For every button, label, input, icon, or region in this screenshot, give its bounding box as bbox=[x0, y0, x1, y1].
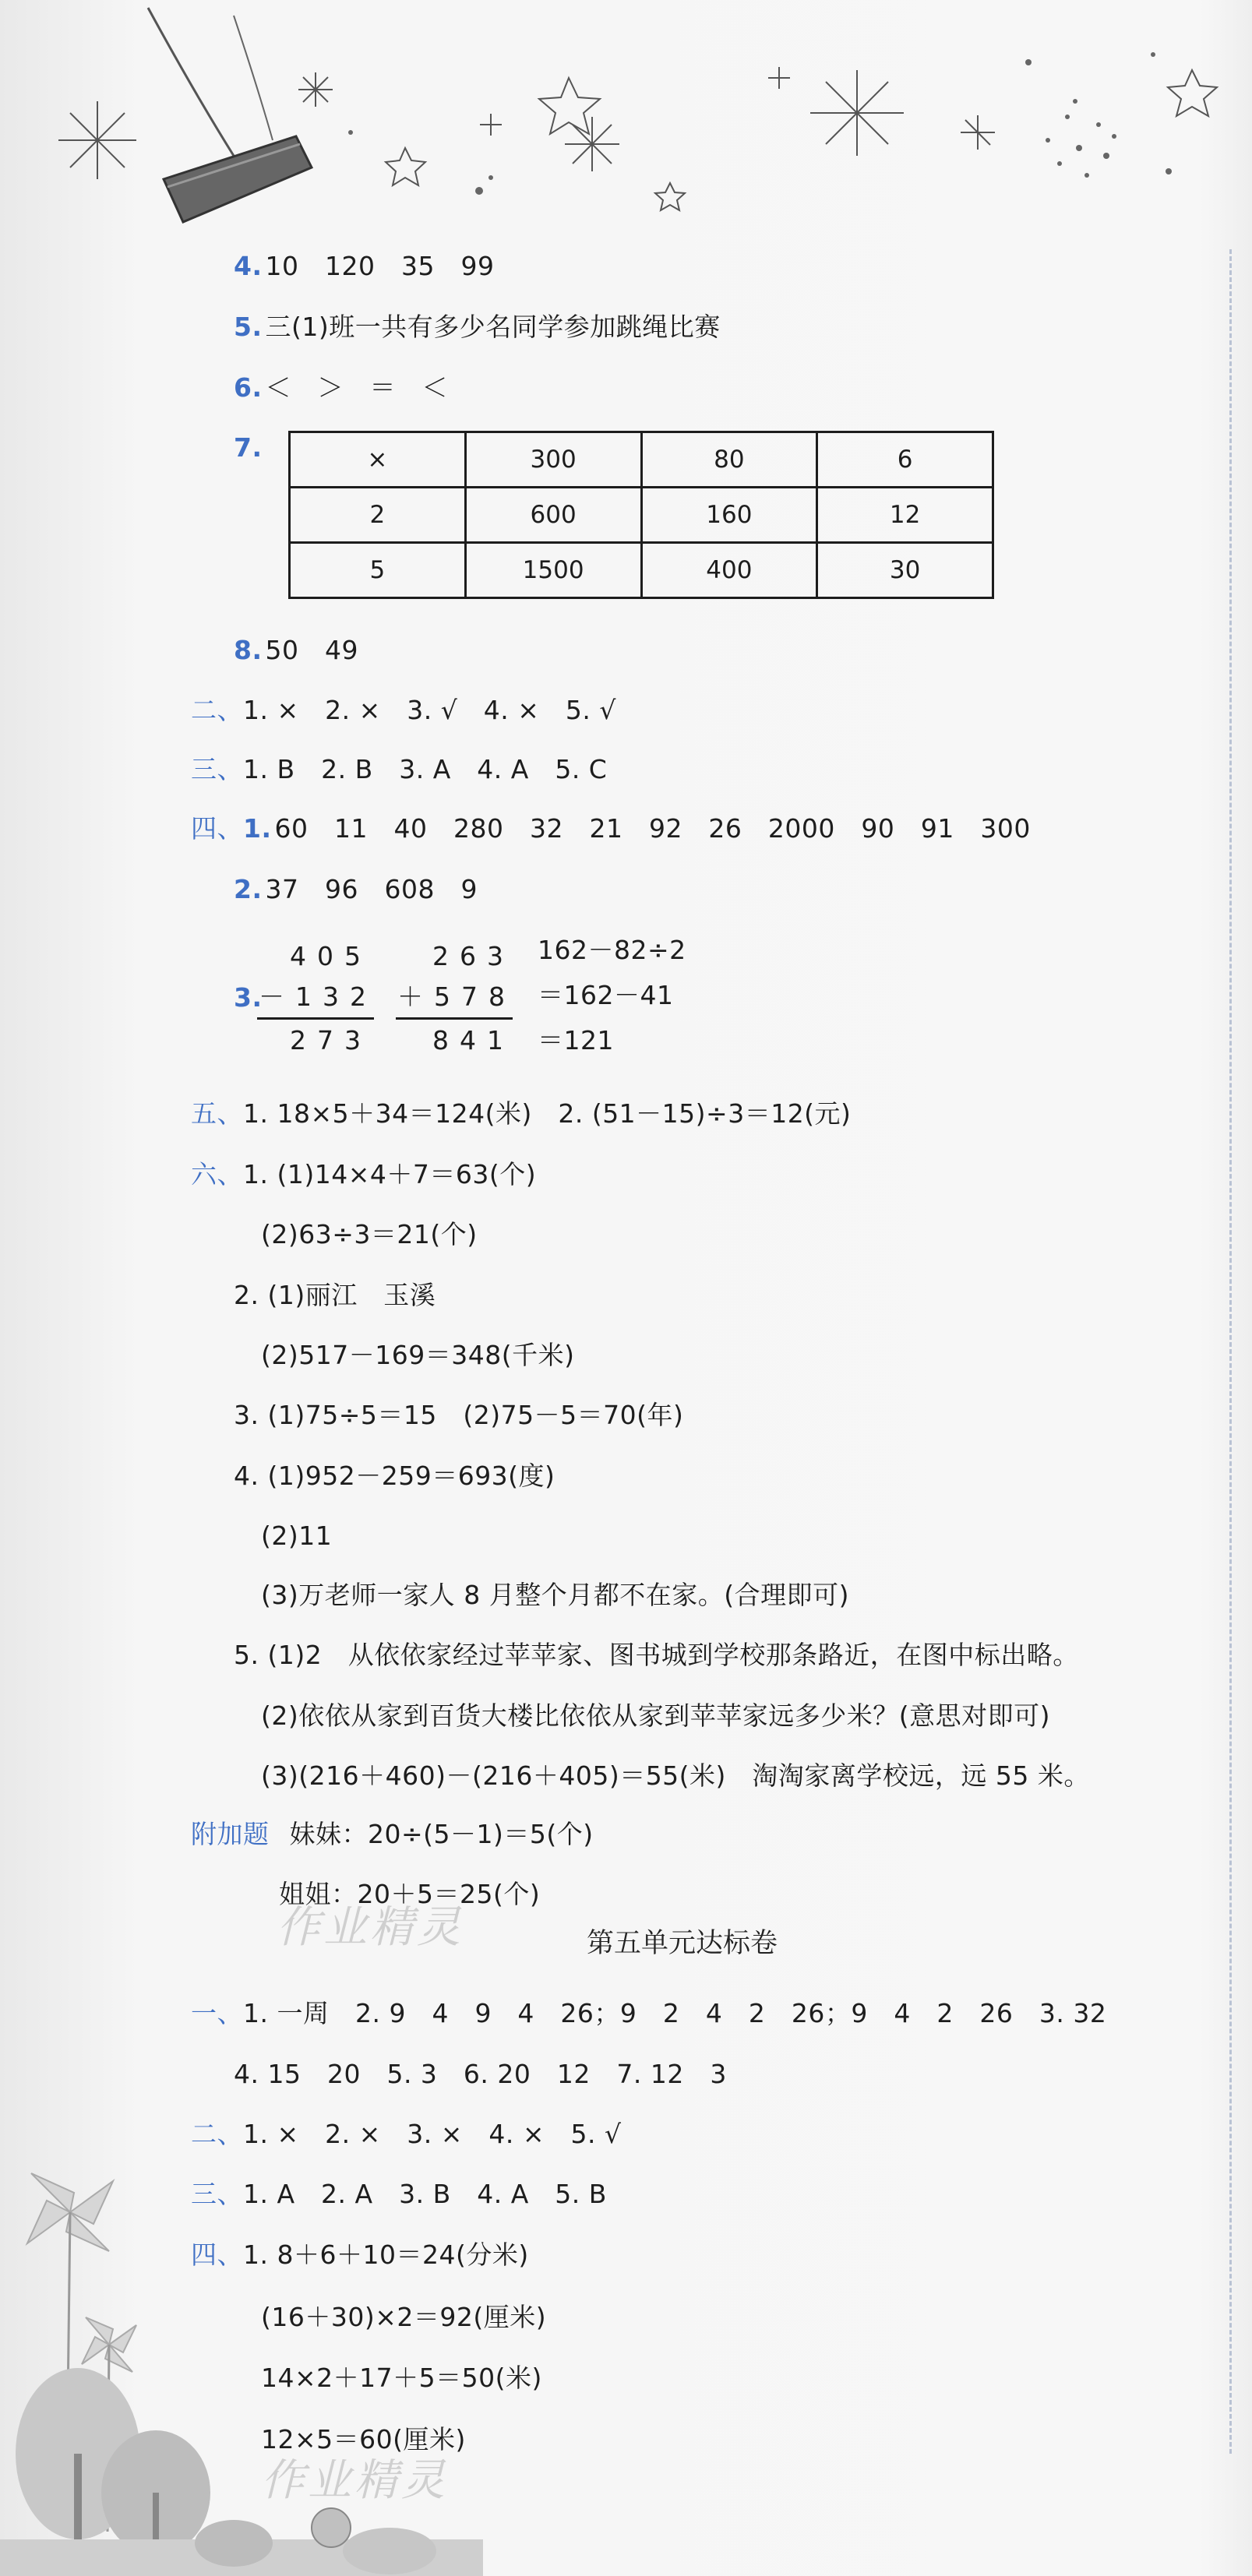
watermark-bottom: 作业精灵 bbox=[261, 2455, 448, 2506]
table-cell: 80 bbox=[641, 432, 817, 488]
answer-5: 5. 三(1)班一共有多少名同学参加跳绳比赛 bbox=[234, 312, 721, 342]
unit5-section-4-line4: 12×5＝60(厘米) bbox=[261, 2424, 466, 2454]
section-4-q2: 2. 37 96 608 9 bbox=[234, 874, 478, 904]
section-6-q3: 3. (1)75÷5＝15 (2)75－5＝70(年) bbox=[234, 1400, 684, 1430]
section-6-q2a: 2. (1)丽江 玉溪 bbox=[234, 1280, 436, 1310]
section-6-q5a: 5. (1)2 从依依家经过苹苹家、图书城到学校那条路近，在图中标出略。 bbox=[234, 1640, 1079, 1670]
table-cell: 300 bbox=[465, 432, 641, 488]
table-cell: 1500 bbox=[465, 543, 641, 598]
table-cell: 12 bbox=[817, 488, 993, 543]
table-row bbox=[290, 432, 993, 488]
unit5-section-3: 三、1. A 2. A 3. B 4. A 5. B bbox=[191, 2179, 607, 2209]
table-cell: 600 bbox=[465, 488, 641, 543]
watermark: 作业精灵 bbox=[277, 1902, 464, 1953]
table-row bbox=[290, 543, 993, 598]
unit5-section-4-line3: 14×2＋17＋5＝50(米) bbox=[261, 2363, 542, 2393]
unit5-section-4-line2: (16＋30)×2＝92(厘米) bbox=[261, 2302, 547, 2332]
mixed-step-3: ＝121 bbox=[538, 1025, 614, 1055]
answer-6: 6. ＜ ＞ ＝ ＜ bbox=[234, 372, 448, 403]
bonus-line-2: 姐姐：20＋5＝25(个) bbox=[279, 1879, 541, 1909]
table-cell: 30 bbox=[817, 543, 993, 598]
mixed-step-1: 162－82÷2 bbox=[538, 935, 686, 965]
addition-operand: ＋578 bbox=[397, 981, 516, 1012]
section-5-answers: 五、1. 18×5＋34＝124(米) 2. (51－15)÷3＝12(元) bbox=[191, 1098, 852, 1129]
mixed-step-2: ＝162－41 bbox=[538, 980, 674, 1010]
table-cell: 400 bbox=[641, 543, 817, 598]
table-cell: 6 bbox=[817, 432, 993, 488]
section-6-q2b: (2)517－169＝348(千米) bbox=[261, 1340, 575, 1370]
answer-8: 8. 50 49 bbox=[234, 635, 358, 665]
subtraction-result: 273 bbox=[290, 1025, 372, 1055]
section-6-q4a: 4. (1)952－259＝693(度) bbox=[234, 1461, 555, 1491]
table-cell: × bbox=[290, 432, 466, 488]
section-6-q4b: (2)11 bbox=[261, 1521, 333, 1551]
section-6-q4c: (3)万老师一家人 8 月整个月都不在家。(合理即可) bbox=[261, 1580, 849, 1610]
addition-top: 263 bbox=[432, 941, 514, 971]
subtraction-operand: －132 bbox=[259, 981, 377, 1012]
subtraction-top: 405 bbox=[290, 941, 372, 971]
section-4-q1: 四、1. 60 11 40 280 32 21 92 26 2000 90 91 300 bbox=[191, 813, 1031, 844]
bonus-line-1: 附加题 妹妹：20÷(5－1)＝5(个) bbox=[191, 1819, 594, 1849]
addition-result: 841 bbox=[432, 1025, 514, 1055]
multiplication-table bbox=[288, 431, 994, 599]
unit5-section-1-line1: 一、1. 一周 2. 9 4 9 4 26；9 2 4 2 26；9 4 2 26 3. 32 bbox=[191, 1998, 1107, 2028]
section-3-answers: 三、1. B 2. B 3. A 4. A 5. C bbox=[191, 754, 608, 784]
table-cell: 5 bbox=[290, 543, 466, 598]
answer-7-label: 7. bbox=[234, 432, 263, 463]
section-6-q5c: (3)(216＋460)－(216＋405)＝55(米) 淘淘家离学校远，远 55 米。 bbox=[261, 1760, 1090, 1791]
unit5-section-2: 二、1. × 2. × 3. × 4. × 5. √ bbox=[191, 2119, 622, 2149]
subtraction-rule bbox=[257, 1017, 374, 1020]
unit5-section-4-line1: 四、1. 8＋6＋10＝24(分米) bbox=[191, 2239, 529, 2270]
dashed-divider bbox=[1229, 249, 1232, 2454]
addition-rule bbox=[396, 1017, 513, 1020]
unit-5-title: 第五单元达标卷 bbox=[587, 1928, 778, 1959]
section-6-q5b: (2)依依从家到百货大楼比依依从家到苹苹家远多少米？(意思对即可) bbox=[261, 1700, 1050, 1731]
section-6-q1a: 六、1. (1)14×4＋7＝63(个) bbox=[191, 1159, 537, 1189]
unit5-section-1-line2: 4. 15 20 5. 3 6. 20 12 7. 12 3 bbox=[234, 2059, 727, 2089]
table-cell: 160 bbox=[641, 488, 817, 543]
answer-4: 4. 10 120 35 99 bbox=[234, 251, 495, 281]
section-2-answers: 二、1. × 2. × 3. √ 4. × 5. √ bbox=[191, 695, 616, 725]
table-row bbox=[290, 488, 993, 543]
section-4-q3-label: 3. bbox=[234, 982, 263, 1013]
section-6-q1b: (2)63÷3＝21(个) bbox=[261, 1219, 478, 1249]
table-cell: 2 bbox=[290, 488, 466, 543]
